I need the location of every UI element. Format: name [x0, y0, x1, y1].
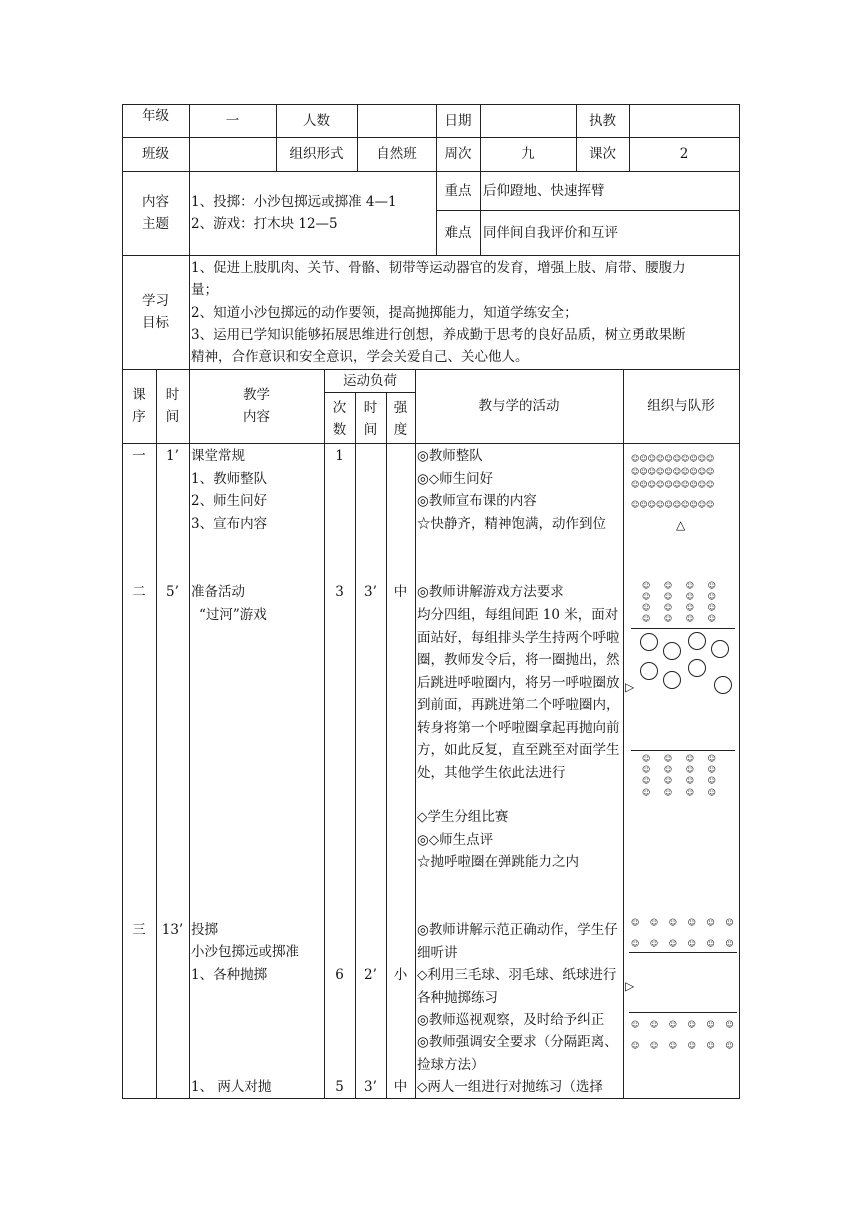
section-content: 3、宣布内容 [191, 516, 268, 532]
section-time: 1’ [166, 448, 179, 464]
smiley-face-icon: ☺ ☺ ☺ ☺ [642, 776, 716, 785]
section-content: 1、 两人对抛 [191, 1079, 272, 1095]
triangle-icon: △ [676, 518, 686, 532]
col-content-2: 内容 [243, 409, 270, 425]
key-point-label: 重点 [444, 183, 472, 199]
goals-line: 精神，合作意识和安全意识，学会关爱自己、关心他人。 [191, 349, 529, 365]
content-item: 1、投掷：小沙包掷远或掷准 4—1 [191, 194, 397, 210]
activity-paragraph: ◎教师强调安全要求（分隔距离、捡球方法） [417, 1034, 618, 1073]
smiley-face-icon: ☺ ☺ ☺ ☺ ☺ ☺ [631, 939, 734, 948]
section-intensity: 中 [393, 584, 408, 600]
activity-paragraph: 均分四组，每组间距 10 米，面对面站好，每组排头学生持两个呼啦圈，教师发令后，将一圈抛出，然后跳进呼啦圈内，将另一呼啦圈放到前面，再跳进第二个呼啦圈内，转身将第一个呼啦圈拿起再抛向前方，如此反复，直至跳至对面学生处，其他学生依此法进行 [417, 607, 620, 781]
section-time: 5’ [166, 584, 179, 600]
smiley-face-icon: ☺ ☺ ☺ ☺ [642, 788, 716, 797]
content-label-1: 内容 [142, 194, 169, 210]
triangle-icon: ▷ [625, 680, 635, 694]
date-label: 日期 [444, 113, 472, 129]
smiley-face-icon: ☺☺☺☺☺☺☺☺☺☺ [631, 454, 715, 463]
grade-label: 年级 [142, 108, 169, 124]
activity-line: ☆快静齐，精神饱满，动作到位 [417, 516, 606, 532]
lesson-label: 课次 [589, 146, 616, 162]
col-load: 运动负荷 [343, 373, 397, 389]
content-item: 2、游戏：打木块 12—5 [191, 216, 338, 232]
section-content: 1、各种抛掷 [191, 967, 268, 983]
goals-line: 3、运用已学知识能够拓展思维进行创想，养成勤于思考的良好品质，树立勇敢果断 [191, 327, 686, 343]
circle-icon [627, 628, 739, 698]
activity-line: ◎教师讲解游戏方法要求 [417, 584, 564, 600]
activity-line: ◇学生分组比赛 [417, 809, 509, 825]
activity-line: ◇两人一组进行对抛练习（选择 [417, 1079, 603, 1095]
smiley-face-icon: ☺ ☺ ☺ ☺ [642, 581, 716, 590]
col-count-1: 次 [332, 400, 347, 416]
col-count-2: 数 [332, 422, 347, 438]
smiley-face-icon: ☺ ☺ ☺ ☺ ☺ ☺ [631, 918, 734, 927]
goals-label-1: 学习 [142, 293, 169, 309]
section-content: 准备活动 [191, 584, 245, 600]
section-count: 3 [335, 584, 344, 600]
triangle-icon: ▷ [625, 979, 635, 993]
section-content: 课堂常规 [191, 448, 245, 464]
activity-paragraph: ◇利用三毛球、羽毛球、纸球进行各种抛掷练习 [417, 967, 617, 1006]
table-border-top [122, 104, 740, 105]
smiley-face-icon: ☺ ☺ ☺ ☺ ☺ ☺ [631, 1020, 734, 1029]
smiley-face-icon: ☺ ☺ ☺ ☺ [642, 592, 716, 601]
content-label-2: 主题 [142, 216, 169, 232]
col-time-2: 间 [165, 409, 180, 425]
difficulty-label: 难点 [444, 225, 472, 241]
activity-line: ☆抛呼啦圈在弹跳能力之内 [417, 854, 579, 870]
section-content: 投掷 [191, 922, 218, 938]
org-label: 组织形式 [289, 146, 344, 162]
lesson-value: 2 [679, 146, 689, 162]
col-seq-2: 序 [132, 409, 146, 425]
section-content: 小沙包掷远或掷准 [191, 944, 299, 960]
col-activity: 教与学的活动 [478, 398, 560, 414]
smiley-face-icon: ☺☺☺☺☺☺☺☺☺☺ [631, 467, 715, 476]
activity-line: ◎◇师生问好 [417, 471, 494, 487]
smiley-face-icon: ☺☺☺☺☺☺☺☺☺☺ [631, 500, 715, 509]
section-count: 6 [335, 967, 344, 983]
section-content: “过河”游戏 [199, 607, 267, 623]
col-seq-1: 课 [132, 387, 146, 403]
section-content: 2、师生问好 [191, 493, 268, 509]
goals-line: 2、知道小沙包掷远的动作要领，提高抛掷能力，知道学练安全； [191, 305, 578, 321]
smiley-face-icon: ☺☺☺☺☺☺☺☺☺☺ [631, 480, 715, 489]
teacher-label: 执教 [589, 113, 616, 129]
week-label: 周次 [444, 146, 472, 162]
section-count: 1 [335, 448, 344, 464]
students-label: 人数 [303, 113, 330, 129]
section-intensity: 中 [393, 1079, 408, 1095]
col-int-2: 度 [393, 422, 408, 438]
smiley-face-icon: ☺ ☺ ☺ ☺ [642, 614, 716, 623]
week-value: 九 [521, 146, 535, 162]
activity-line: ◎◇师生点评 [417, 832, 494, 848]
activity-paragraph: ◎教师讲解示范正确动作，学生仔细听讲 [417, 922, 618, 961]
activity-line: ◎教师整队 [417, 448, 483, 464]
smiley-face-icon: ☺ ☺ ☺ ☺ [642, 603, 716, 612]
goals-line: 量； [191, 282, 218, 298]
col-time-1: 时 [165, 387, 180, 403]
section-dur: 3’ [364, 1079, 377, 1095]
activity-line: ◎教师宣布课的内容 [417, 493, 537, 509]
smiley-face-icon: ☺ ☺ ☺ ☺ [642, 765, 716, 774]
section-seq: 二 [132, 584, 146, 600]
smiley-face-icon: ☺ ☺ ☺ ☺ ☺ ☺ [631, 1041, 734, 1050]
goals-line: 1、促进上肢肌肉、关节、骨骼、韧带等运动器官的发育，增强上肢、肩带、腰腹力 [191, 260, 686, 276]
section-seq: 一 [132, 448, 146, 464]
col-int-1: 强 [393, 400, 408, 416]
section-intensity: 小 [393, 967, 408, 983]
difficulty-value: 同伴间自我评价和互评 [483, 225, 618, 241]
org-value: 自然班 [376, 146, 417, 162]
goals-label-2: 目标 [142, 315, 169, 331]
activity-line: ◎教师巡视观察，及时给予纠正 [417, 1012, 605, 1028]
col-dur-1: 时 [363, 400, 378, 416]
col-dur-2: 间 [363, 422, 378, 438]
key-point-value: 后仰蹬地、快速挥臂 [483, 183, 605, 199]
section-count: 5 [335, 1079, 344, 1095]
col-formation: 组织与队形 [647, 398, 715, 414]
grade-value: 一 [225, 113, 240, 129]
table-border-right [739, 104, 740, 1099]
col-content-1: 教学 [243, 387, 270, 403]
section-dur: 2’ [364, 967, 377, 983]
section-dur: 3’ [364, 584, 377, 600]
section-content: 1、教师整队 [191, 471, 268, 487]
class-label: 班级 [142, 146, 169, 162]
section-seq: 三 [132, 922, 146, 938]
smiley-face-icon: ☺ ☺ ☺ ☺ [642, 754, 716, 763]
section-time: 13’ [161, 922, 184, 938]
